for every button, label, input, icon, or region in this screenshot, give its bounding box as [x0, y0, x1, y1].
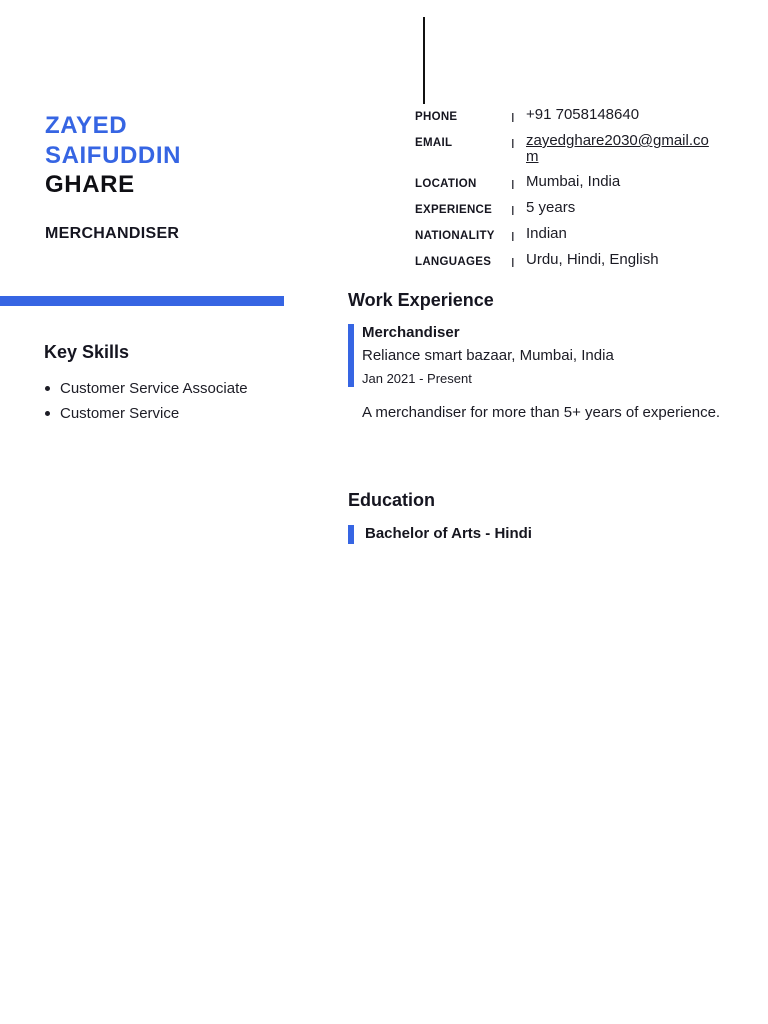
contact-separator: I [511, 110, 515, 125]
contact-label-email: EMAIL [415, 137, 453, 149]
bullet-icon [45, 411, 50, 416]
phone-value: +91 7058148640 [526, 106, 640, 123]
work-accent-bar [348, 324, 354, 387]
skills-list [44, 376, 248, 426]
contact-details [415, 107, 745, 278]
contact-row-phone [415, 107, 745, 133]
education-accent-bar [348, 525, 354, 544]
contact-separator: I [511, 136, 515, 151]
skill-label: Customer Service [60, 405, 180, 422]
skills-heading: Key Skills [44, 342, 130, 362]
contact-label-location: LOCATION [415, 178, 477, 190]
work-experience-heading: Work Experience [348, 290, 494, 310]
location-value: Mumbai, India [526, 173, 621, 190]
skill-label: Customer Service Associate [60, 380, 248, 397]
contact-label-experience: EXPERIENCE [415, 204, 493, 216]
contact-separator: I [511, 255, 515, 270]
top-divider [423, 17, 425, 104]
skill-item [44, 376, 248, 401]
work-dates: Jan 2021 - Present [362, 371, 472, 386]
email-link[interactable]: zayedghare2030@gmail.com [526, 132, 709, 165]
contact-row-nationality [415, 226, 745, 252]
nationality-value: Indian [526, 225, 567, 242]
name-middle: SAIFUDDIN [45, 142, 182, 169]
work-company: Reliance smart bazaar, Mumbai, India [362, 347, 614, 364]
name-last: GHARE [45, 171, 135, 198]
contact-label-languages: LANGUAGES [415, 256, 492, 268]
education-heading: Education [348, 490, 436, 510]
contact-label-phone: PHONE [415, 111, 458, 123]
contact-row-languages [415, 252, 745, 278]
contact-row-email [415, 133, 745, 174]
experience-value: 5 years [526, 199, 576, 216]
contact-row-experience [415, 200, 745, 226]
skill-item [44, 401, 248, 426]
contact-separator: I [511, 177, 515, 192]
languages-value: Urdu, Hindi, English [526, 251, 659, 268]
name-first: ZAYED [45, 112, 128, 139]
work-role: Merchandiser [362, 324, 460, 341]
accent-bar [0, 296, 284, 306]
contact-separator: I [511, 203, 515, 218]
bullet-icon [45, 386, 50, 391]
contact-row-location [415, 174, 745, 200]
education-degree: Bachelor of Arts - Hindi [365, 525, 532, 542]
work-description: A merchandiser for more than 5+ years of experience. [362, 404, 721, 421]
contact-separator: I [511, 229, 515, 244]
job-title: MERCHANDISER [45, 225, 180, 242]
contact-label-nationality: NATIONALITY [415, 230, 495, 242]
